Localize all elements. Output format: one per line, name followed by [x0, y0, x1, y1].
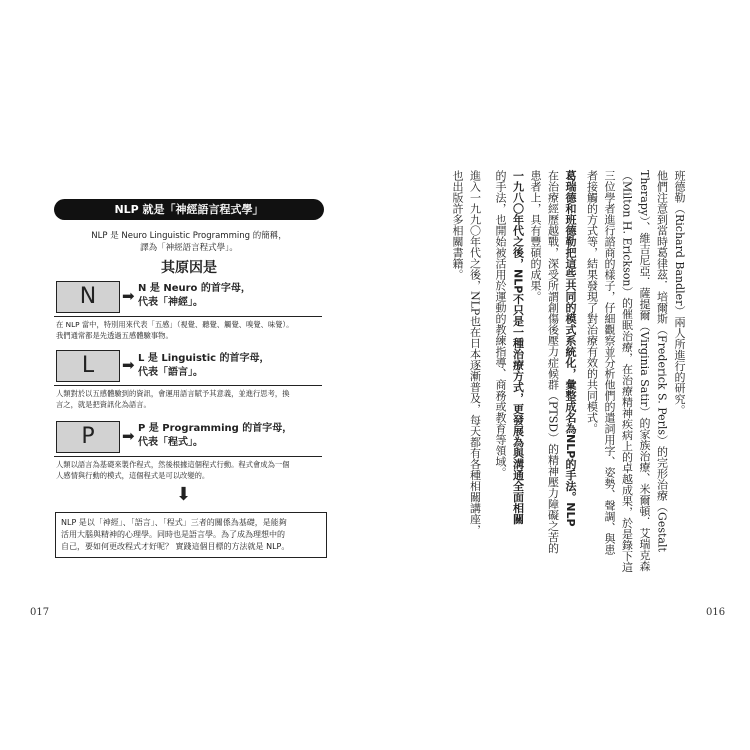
right-arrow-icon: ➡ — [122, 356, 135, 374]
summary-line: NLP 是以「神經」、「語言」、「程式」三者的關係為基礎，是能夠 — [61, 518, 287, 527]
vertical-text-column: 他們注意到當時葛律茲．培爾斯（Frederick S. Perls）的完形治療（Gestalt — [655, 170, 669, 552]
letter-box-l: L — [56, 350, 120, 382]
page-number-right: 016 — [706, 607, 726, 618]
explain-line: 言之，就是把資訊化為語言。 — [56, 400, 151, 409]
down-arrow-icon: ⬇ — [176, 484, 192, 505]
letter-description — [138, 422, 292, 450]
right-arrow-icon: ➡ — [122, 287, 135, 305]
vertical-text-column: 班德勒（Richard Bandler）兩人所進行的研究。 — [673, 170, 686, 416]
desc-line: 代表「神經」。 — [138, 297, 203, 308]
summary-line: 自己，要如何更改程式才好呢？ 實踐這個目標的方法就是 NLP。 — [61, 542, 290, 551]
right-arrow-icon: ➡ — [122, 427, 135, 445]
summary-box — [55, 512, 327, 558]
letter-description — [138, 352, 270, 380]
vertical-text-column: 患者上，具有豐碩的成果。 — [529, 170, 542, 302]
letter-explanation — [56, 388, 322, 410]
divider — [54, 316, 322, 317]
page-number-left: 017 — [30, 607, 50, 618]
desc-line: P 是 Programming 的首字母， — [138, 423, 293, 434]
letter-box-n: N — [56, 281, 120, 313]
vertical-text-column: 的手法，也開始被活用於運動的教練指導、商務或教育等領域。 — [494, 170, 507, 478]
explain-line: 在 NLP 當中，特別用來代表「五感」（視覺、聽覺、觸覺、嗅覺、味覺）。 — [56, 320, 294, 329]
vertical-text-column: 三位學者進行諮商的樣子，仔細觀察並分析他們的遣詞用字、姿勢、聲調、與患 — [603, 170, 616, 555]
reason-heading: 其原因是 — [161, 260, 217, 276]
letter-box-p: P — [56, 421, 120, 453]
vertical-text-column: 也出版許多相關書籍。 — [451, 170, 464, 280]
vertical-text-column: 在治療經歷越戰，深受所謂創傷後壓力症候群（PTSD）的精神壓力障礙之苦的 — [546, 170, 560, 554]
desc-line: L 是 Linguistic 的首字母， — [138, 353, 270, 364]
desc-line: N 是 Neuro 的首字母， — [138, 283, 251, 294]
vertical-text-column: 一九八〇年代之後，NLP不只是一種治療方式，更發展為與溝通全面相關 — [511, 170, 525, 525]
intro-text — [54, 230, 324, 254]
vertical-text-column: 進入一九九〇年代之後，NLP也在日本逐漸普及，每天都有各種相關講座， — [468, 170, 482, 536]
vertical-text-column: 葛瑞德和班德勒把這些共同的模式系統化，彙整成名為NLP的手法。NLP — [564, 170, 577, 527]
letter-explanation — [56, 319, 322, 341]
explain-line: 人類對於以五感體驗到的資訊，會運用語言賦予其意義，並進行思考，換 — [56, 389, 290, 398]
desc-line: 代表「語言」。 — [138, 367, 203, 378]
divider — [54, 456, 322, 457]
letter-explanation — [56, 459, 322, 481]
vertical-text-column: （Milton H. Erickson）的催眠治療，在治療精神疾病上的卓越成果，於是錄下這 — [620, 170, 634, 573]
letter-description — [138, 282, 251, 310]
summary-line: 活用大腦與精神的心理學。同時也是語言學。為了成為理想中的 — [61, 530, 285, 539]
desc-line: 代表「程式」。 — [138, 437, 203, 448]
intro-line: 譯為「神經語言程式學」。 — [140, 243, 238, 253]
section-title: NLP 就是「神經語言程式學」 — [54, 199, 324, 220]
explain-line: 人感情與行動的模式，這個程式是可以改變的。 — [56, 471, 210, 480]
vertical-text-column: 者接觸的方式等，結果發現了對治療有效的共同模式。 — [585, 170, 599, 434]
divider — [54, 385, 322, 386]
explain-line: 我們通常都是先透過五感體驗事物。 — [56, 331, 173, 340]
explain-line: 人類以語言為基礎來製作程式，然後根據這個程式行動。程式會成為一個 — [56, 460, 290, 469]
vertical-text-column: Therapy）、維吉尼亞．薩提爾（Virginia Satir）的家族治療、米爾頓．艾瑞克森 — [638, 170, 651, 572]
intro-line: NLP 是 Neuro Linguistic Programming 的簡稱， — [91, 231, 287, 241]
